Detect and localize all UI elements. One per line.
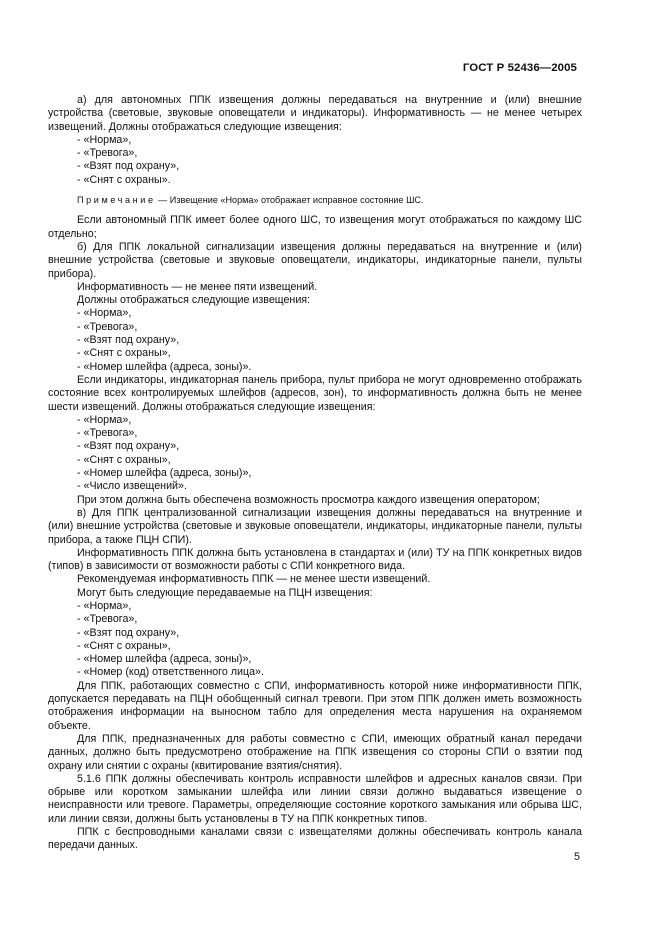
list-item: - «Норма», bbox=[77, 599, 132, 612]
list-item: - «Снят с охраны», bbox=[77, 347, 171, 360]
document-body bbox=[48, 94, 582, 853]
list-item: - «Снят с охраны». bbox=[77, 173, 171, 186]
paragraph-a2: Если автономный ППК имеет более одного ШС, то извещения могут отображаться по каждому ШС отдельно; bbox=[48, 214, 582, 240]
paragraph-c3: Рекомендуемая информативность ППК — не менее шести извещений. bbox=[77, 573, 431, 586]
paragraph-c2: Информативность ППК должна быть установлена в стандартах и (или) ТУ на ППК конкретных видов (типов) в зависимости от возможности работы с СПИ конкретного вида. bbox=[48, 546, 582, 573]
paragraph-a: а) для автономных ППК извещения должны передаваться на внутренние и (или) внешние устройства (световые, звуковые оповещатели и индикаторы). Информативность — не менее четырех извещений. Должны отображаться следующие извещения: bbox=[48, 94, 582, 133]
paragraph-b: б) Для ППК локальной сигнализации извещения должны передаваться на внутренние и (или) внешние устройства (световые и звуковые оповещатели, индикаторы, индикаторные панели, пульты прибора). bbox=[48, 240, 582, 280]
list-item: - «Номер шлейфа (адреса, зоны)», bbox=[77, 467, 252, 480]
paragraph-c: в) Для ППК централизованной сигнализации извещения должны передаваться на внутренние и (или) внешние устройства (световые и звуковые оповещатели, индикаторы, индикаторные панели, пульты прибора, а также ПЦН СПИ). bbox=[48, 506, 582, 546]
note-label: Примечание bbox=[77, 195, 156, 206]
list-item: - «Тревога», bbox=[77, 320, 138, 333]
list-item: - «Снят с охраны», bbox=[77, 453, 171, 466]
paragraph-b-lead: Должны отображаться следующие извещения: bbox=[77, 294, 311, 307]
list-item: - «Взят под охрану», bbox=[77, 334, 180, 347]
list-item: - «Взят под охрану», bbox=[77, 160, 180, 173]
list-item: - «Номер шлейфа (адреса, зоны)», bbox=[77, 653, 252, 666]
paragraph-5-1-6-2: ППК с беспроводными каналами связи с извещателями должны обеспечивать контроль канала передачи данных. bbox=[48, 826, 582, 852]
paragraph-b2: Если индикаторы, индикаторная панель прибора, пульт прибора не могут одновременно отображать состояние всех контролируемых шлейфов (адресов, зон), то информативность должна быть не менее шести извещений. Должны отображаться следующие извещения: bbox=[48, 373, 582, 413]
list-item: - «Число извещений». bbox=[77, 480, 187, 493]
paragraph-c-lead: Могут быть следующие передаваемые на ПЦН извещения: bbox=[77, 586, 373, 599]
list-item: - «Взят под охрану», bbox=[77, 626, 180, 639]
list-item: - «Снят с охраны», bbox=[77, 639, 171, 652]
paragraph-b-info: Информативность — не менее пяти извещений. bbox=[77, 280, 318, 293]
page-number: 5 bbox=[574, 851, 580, 863]
list-item: - «Тревога», bbox=[77, 427, 138, 440]
list-item: - «Номер шлейфа (адреса, зоны)». bbox=[77, 360, 252, 373]
list-item: - «Номер (код) ответственного лица». bbox=[77, 666, 264, 679]
list-item: - «Тревога», bbox=[77, 613, 138, 626]
list-item: - «Норма», bbox=[77, 307, 132, 320]
note bbox=[48, 194, 582, 207]
paragraph-5-1-6: 5.1.6 ППК должны обеспечивать контроль исправности шлейфов и адресных каналов связи. При обрыве или коротком замыкании шлейфа или линии связи должно выдаваться извещение о неисправности или тревоге. Параметры, определяющие состояние короткого замыкания или обрыва ШС, или линии связи, должны быть установлены в ТУ на ППК конкретных типов. bbox=[48, 772, 582, 825]
list-item: - «Норма», bbox=[77, 133, 132, 146]
note-text: — Извещение «Норма» отображает исправное состояние ШС. bbox=[155, 195, 424, 206]
paragraph-c5: Для ППК, предназначенных для работы совместно с СПИ, имеющих обратный канал передачи данных, должно быть предусмотрено отображение на ППК извещения со стороны СПИ о взятии под охрану или снятии с охраны (квитирование взятия/снятия). bbox=[48, 732, 582, 772]
standard-header: ГОСТ Р 52436—2005 bbox=[462, 62, 577, 74]
list-item: - «Тревога», bbox=[77, 147, 138, 160]
paragraph-b3: При этом должна быть обеспечена возможность просмотра каждого извещения оператором; bbox=[77, 493, 540, 506]
list-item: - «Норма», bbox=[77, 413, 132, 426]
paragraph-c4: Для ППК, работающих совместно с СПИ, информативность которой ниже информативности ППК, допускается передавать на ПЦН обобщенный сигнал тревоги. При этом ППК должен иметь возможность отображения информации на выносном табло для определения места нарушения на охраняемом объекте. bbox=[48, 679, 582, 732]
list-item: - «Взят под охрану», bbox=[77, 440, 180, 453]
